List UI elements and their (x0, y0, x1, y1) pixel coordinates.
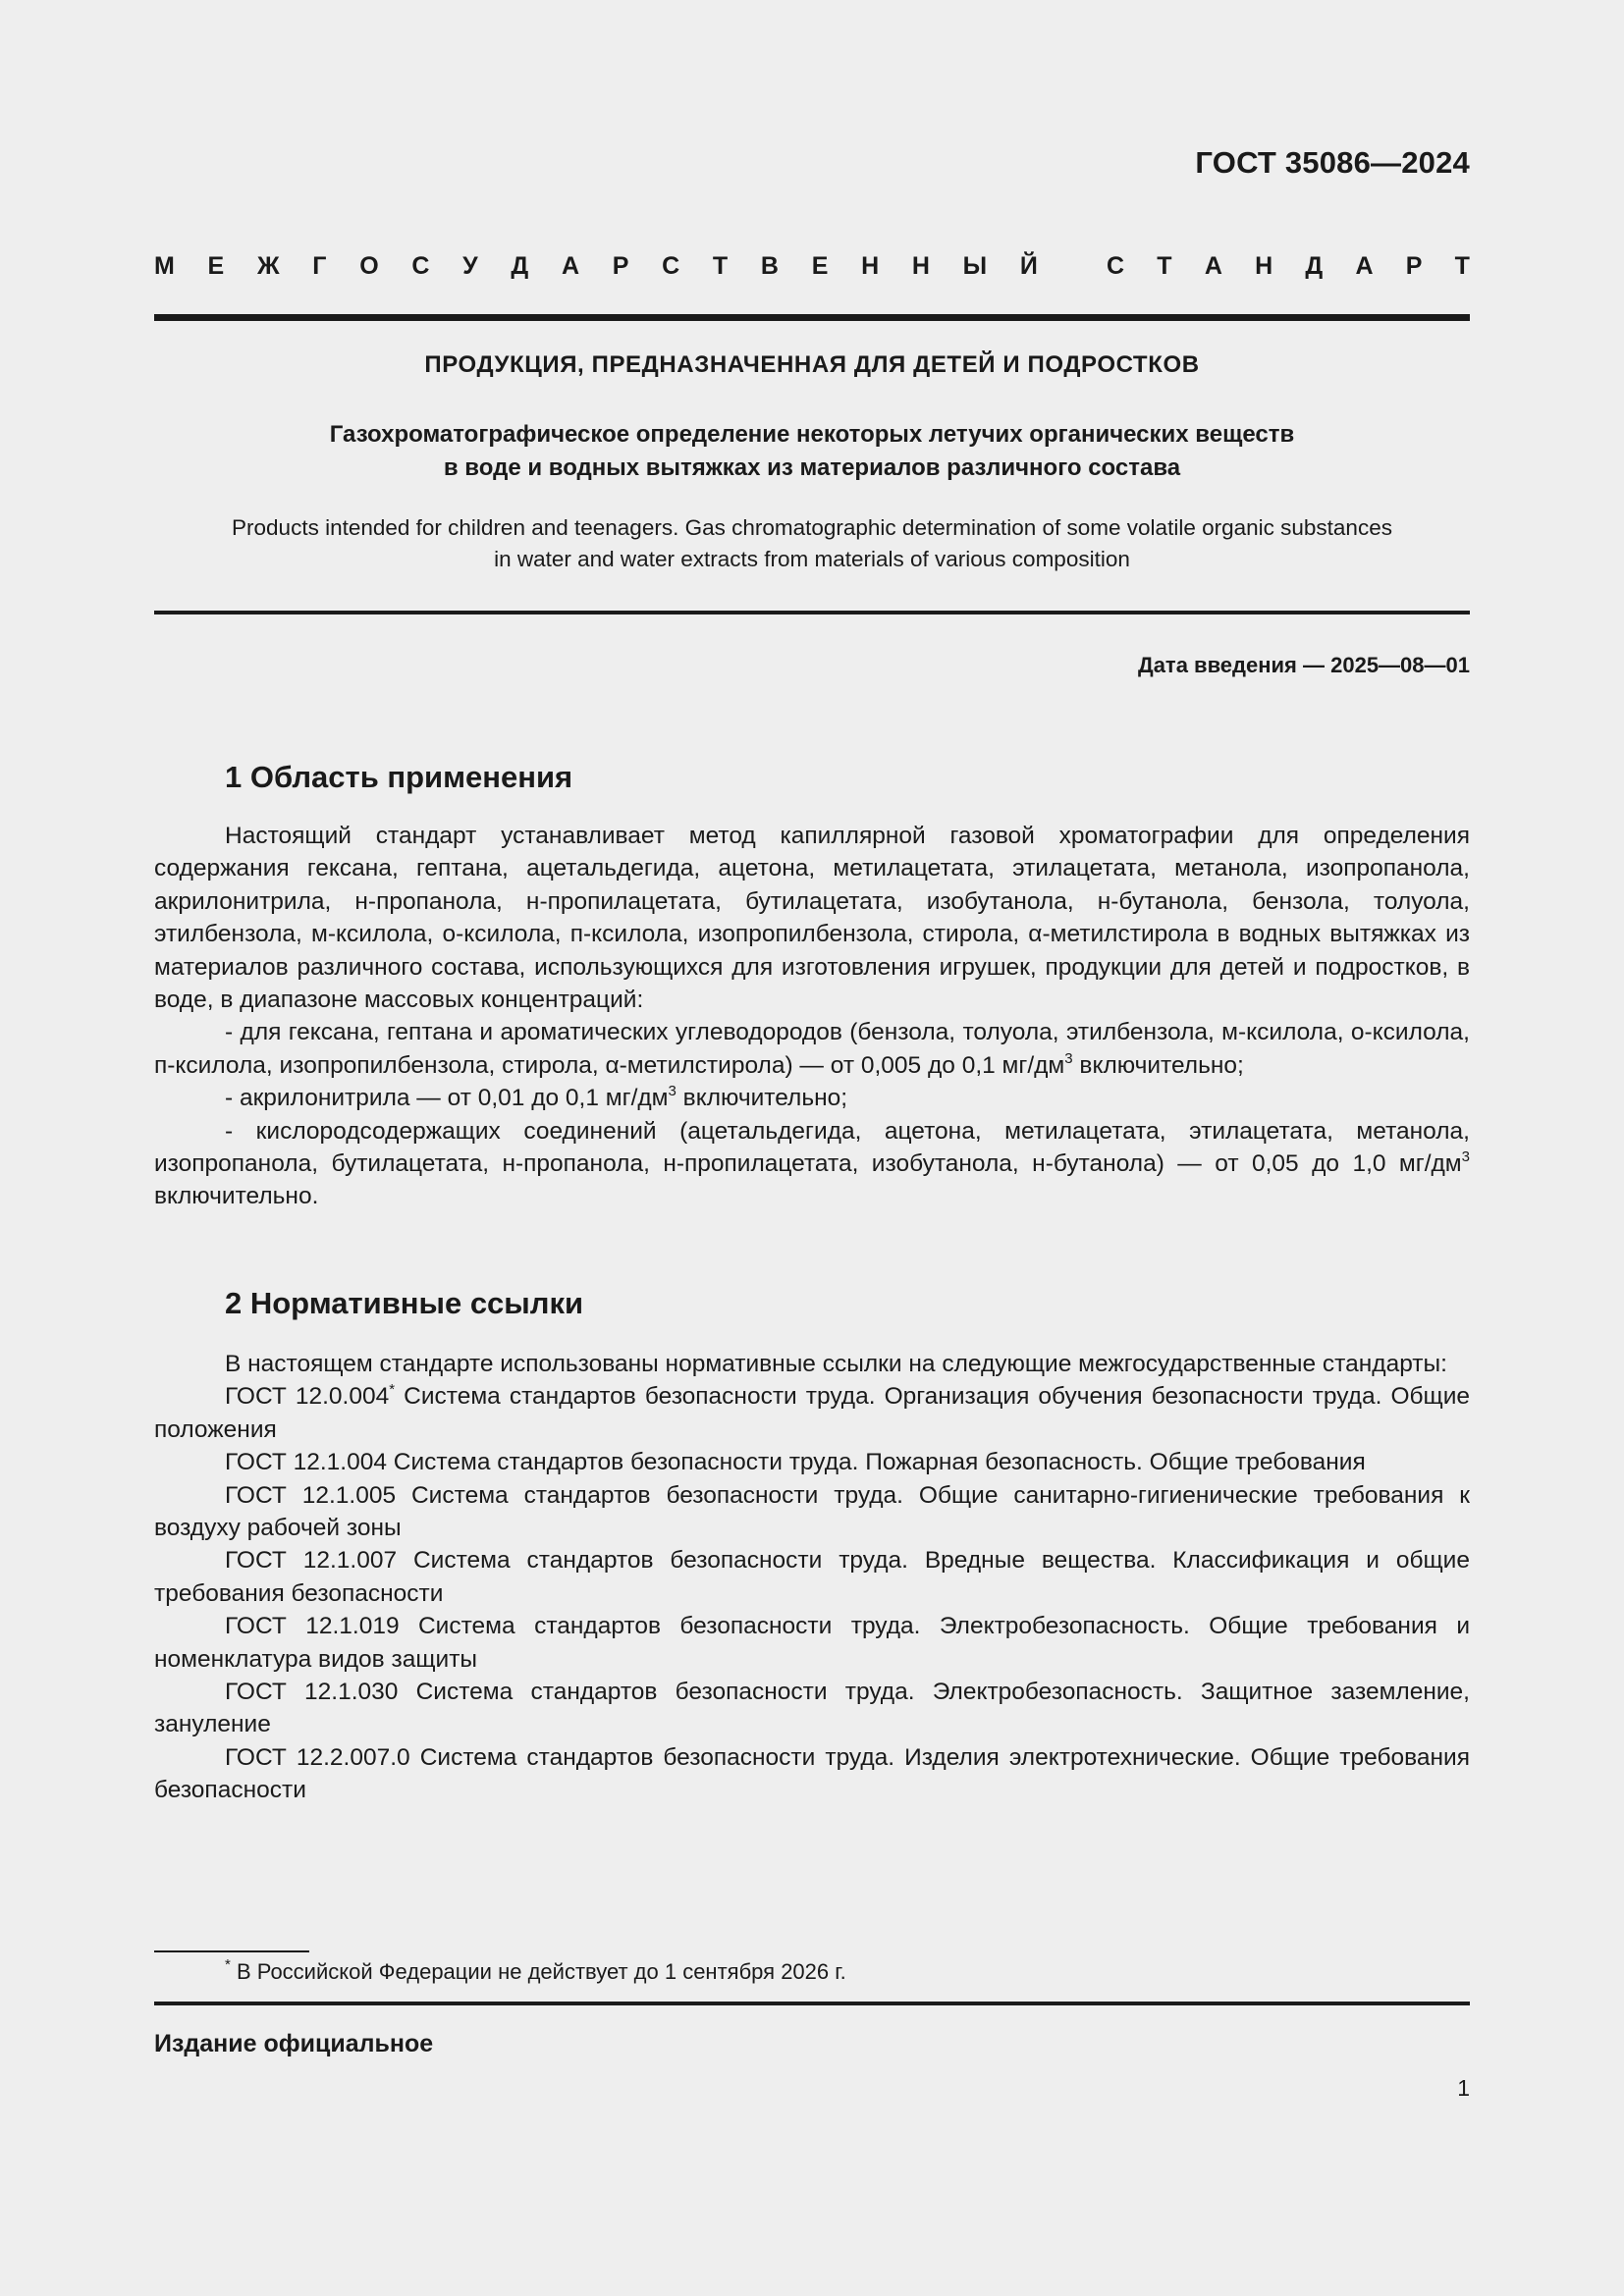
section-1 (154, 761, 1470, 793)
section-2-paragraph: В настоящем стандарте использованы нормативные ссылки на следующие межгосударственные стандарты: (225, 1351, 1447, 1377)
heading-letter: Г (312, 251, 327, 280)
standard-type-word-1 (154, 252, 1038, 281)
heading-letter: Н (1255, 251, 1273, 280)
heading-letter: Ж (256, 251, 280, 280)
reference-item: ГОСТ 12.1.019 Система стандартов безопасности труда. Электробезопасность. Общие требования и номенклатура видов защиты (154, 1613, 1470, 1673)
concentration-item-1: - для гексана, гептана и ароматических углеводородов (бензола, толуола, этилбензола, м-ксилола, о-ксилола, п-ксилола, изопропилбензола, стирола, α-метилстирола) — от 0,005 до 0,1 $мг/дм^3$ включительно; (154, 1019, 1470, 1079)
english-title (154, 512, 1470, 575)
section-2-body (154, 1348, 1470, 1807)
section-2 (154, 1287, 1470, 1319)
concentration-item-3: - кислородсодержащих соединений (ацетальдегида, ацетона, метилацетата, этилацетата, метанола, изопропанола, бутилацетата, н-пропанола, н-пропилацетата, изобутанола, н-бутанола) — от 0,05 до 1,0 $мг/дм^3$ включительно. (154, 1117, 1470, 1210)
document-page (154, 0, 1470, 2296)
heading-letter: Ы (962, 251, 988, 280)
footer-rule (154, 2002, 1470, 2005)
heading-letter: Е (207, 251, 225, 280)
footnote (225, 1956, 846, 1985)
section-1-heading: 1 Область применения (225, 760, 573, 794)
heading-letter: Й (1019, 251, 1038, 280)
section-2-heading: 2 Нормативные ссылки (225, 1286, 584, 1320)
heading-letter: С (1107, 251, 1125, 280)
heading-letter: А (561, 251, 580, 280)
footnote-separator (154, 1950, 309, 1952)
heading-letter: Н (861, 251, 880, 280)
footnote-mark: * (389, 1381, 396, 1399)
heading-letter: Т (1157, 251, 1172, 280)
heading-letter: Д (511, 251, 529, 280)
heading-letter: А (1204, 251, 1222, 280)
heading-letter: Т (712, 251, 729, 280)
header-rule (154, 314, 1470, 321)
heading-letter: Р (612, 251, 629, 280)
document-title: ПРОДУКЦИЯ, ПРЕДНАЗНАЧЕННАЯ ДЛЯ ДЕТЕЙ И ПОДРОСТКОВ (424, 351, 1200, 378)
heading-letter: У (462, 251, 478, 280)
superscript: 3 (1461, 1148, 1470, 1166)
heading-letter: Т (1454, 251, 1470, 280)
reference-item: ГОСТ 12.2.007.0 Система стандартов безопасности труда. Изделия электротехнические. Общие требования безопасности (154, 1743, 1470, 1804)
reference-item: ГОСТ 12.1.005 Система стандартов безопасности труда. Общие санитарно-гигиенические требования к воздуху рабочей зоны (154, 1481, 1470, 1542)
concentration-item-2: - акрилонитрила — от 0,01 до 0,1 $мг/дм^3$ включительно; (225, 1083, 848, 1112)
superscript: 3 (668, 1083, 677, 1100)
heading-letter: Д (1305, 251, 1324, 280)
reference-item: ГОСТ 12.0.004* Система стандартов безопасности труда. Организация обучения безопасности труда. Общие положения (154, 1381, 1470, 1443)
reference-item: ГОСТ 12.1.030 Система стандартов безопасности труда. Электробезопасность. Защитное заземление, зануление (154, 1679, 1470, 1738)
heading-letter: О (359, 251, 379, 280)
subtitle-line-1: Газохроматографическое определение некоторых летучих органических веществ (329, 421, 1295, 448)
heading-letter: М (154, 251, 175, 280)
document-subtitle (154, 418, 1470, 485)
section-1-paragraph: Настоящий стандарт устанавливает метод капиллярной газовой хроматографии для определения содержания гексана, гептана, ацетальдегида, ацетона, метилацетата, этилацетата, метанола, изопропанола, акрилонитрила, н-пропанола, н-пропилацетата, бутилацетата, изобутанола, н-бутанола, бензола, толуола, этилбензола, м-ксилола, о-ксилола, п-ксилола, изопропилбензола, стирола, α-метилстирола в водных вытяжках из материалов различного состава, использующихся для изготовления игрушек, продукции для детей и подростков, в воде, в диапазоне массовых концентраций: (154, 823, 1470, 1014)
superscript: 3 (1064, 1049, 1073, 1067)
heading-letter: С (411, 251, 430, 280)
footnote-mark: * (225, 1956, 231, 1973)
footnote-text: В Российской Федерации не действует до 1 сентября 2026 г. (230, 1959, 846, 1984)
reference-item: ГОСТ 12.1.004 Система стандартов безопасности труда. Пожарная безопасность. Общие требования (225, 1449, 1366, 1476)
heading-letter: Р (1405, 251, 1423, 280)
introduction-date: Дата введения — 2025—08—01 (1138, 653, 1470, 677)
reference-item: ГОСТ 12.1.007 Система стандартов безопасности труда. Вредные вещества. Классификация и общие требования безопасности (154, 1547, 1470, 1607)
standard-type-word-2 (1107, 252, 1470, 281)
subtitle-line-2: в воде и водных вытяжках из материалов различного состава (443, 454, 1181, 481)
title-rule (154, 611, 1470, 614)
heading-letter: В (760, 251, 779, 280)
english-title-line-2: in water and water extracts from materials of various composition (494, 547, 1130, 571)
heading-letter: Е (811, 251, 829, 280)
standard-type (154, 250, 1470, 282)
heading-letter: А (1355, 251, 1374, 280)
gost-number: ГОСТ 35086—2024 (1195, 145, 1470, 180)
heading-letter: С (662, 251, 680, 280)
heading-letter: Н (911, 251, 930, 280)
page-number: 1 (1457, 2075, 1470, 2101)
section-1-body (154, 820, 1470, 1213)
english-title-line-1: Products intended for children and teenagers. Gas chromatographic determination of some volatile organic substances (232, 515, 1392, 540)
edition-label: Издание официальное (154, 2030, 434, 2057)
